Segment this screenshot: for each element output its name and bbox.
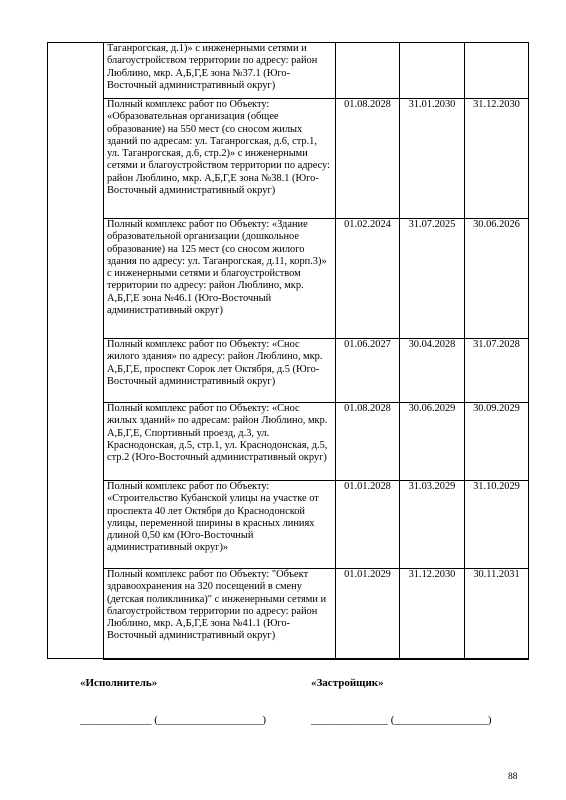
work-description: Полный комплекс работ по Объекту: «Снос жилых зданий» по адресам: район Люблино, мкр. А,Б,Г,Е, Спортивный проезд, д.3, ул. Краснодонская, д.5, стр.1, ул. Краснодонская, д.5, стр.2 (Юго-Восточный административный округ): [104, 403, 336, 481]
work-description: Полный комплекс работ по Объекту: «Здание образовательной организации (дошкольное образование) на 125 мест (со сносом жилого здания по адресу: ул. Таганрогская, д.11, корп.3)» с инженерными сетями и благоустройством территории по адресу: район Люблино, мкр. А,Б,Г,Е зона №46.1 (Юго-Восточный административный округ): [104, 219, 336, 339]
developer-signature-line: ______________ (_________________): [311, 714, 492, 726]
end-date: 31.03.2029: [400, 481, 465, 569]
commissioning-date: 31.10.2029: [465, 481, 529, 569]
work-description: Полный комплекс работ по Объекту: "Объект здравоохранения на 320 посещений в смену (детская поликлиника)" с инженерными сетями и благоустройством территории по адресу: район Люблино, мкр. А,Б,Г,Е зона №41.1 (Юго-Восточный административный округ): [104, 569, 336, 659]
work-description: Полный комплекс работ по Объекту: «Снос жилого здания» по адресу: район Люблино, мкр. А,Б,Г,Е, проспект Сорок лет Октября, д.5 (Юго-Восточный административный округ): [104, 339, 336, 403]
table-row: [48, 481, 529, 569]
start-date: 01.06.2027: [336, 339, 400, 403]
commissioning-date: 30.06.2026: [465, 219, 529, 339]
start-date: 01.08.2028: [336, 403, 400, 481]
table-row: [48, 99, 529, 219]
commissioning-date: 31.12.2030: [465, 99, 529, 219]
row-number-cell: [48, 43, 104, 659]
end-date: 31.07.2025: [400, 219, 465, 339]
start-date: [336, 43, 400, 99]
table-row: [48, 219, 529, 339]
start-date: 01.08.2028: [336, 99, 400, 219]
end-date: 30.04.2028: [400, 339, 465, 403]
start-date: 01.02.2024: [336, 219, 400, 339]
end-date: 31.12.2030: [400, 569, 465, 659]
developer-label: «Застройщик»: [311, 677, 384, 689]
work-description: Полный комплекс работ по Объекту: «Строительство Кубанской улицы на участке от проспекта 40 лет Октября до Краснодонской улицы, переменной ширины в красных линиях длиной 0,50 км (Юго-Восточный административный округ)»: [104, 481, 336, 569]
table-row: [48, 43, 529, 99]
commissioning-date: 31.07.2028: [465, 339, 529, 403]
contractor-label: «Исполнитель»: [80, 677, 158, 689]
commissioning-date: 30.09.2029: [465, 403, 529, 481]
contractor-signature-line: _____________ (___________________): [80, 714, 267, 726]
table-row: [48, 569, 529, 659]
end-date: [400, 43, 465, 99]
start-date: 01.01.2028: [336, 481, 400, 569]
end-date: 30.06.2029: [400, 403, 465, 481]
end-date: 31.01.2030: [400, 99, 465, 219]
table-row: [48, 339, 529, 403]
work-description: Полный комплекс работ по Объекту: «Образовательная организация (общее образование) на 550 мест (со сносом жилых зданий по адресам: ул. Таганрогская, д.6, стр.1, ул. Таганрогская, д.6, стр.2)» с инженерными сетями и благоустройством территории по адресу: район Люблино, мкр. А,Б,Г,Е зона №38.1 (Юго-Восточный административный округ): [104, 99, 336, 219]
page-number: 88: [508, 772, 518, 782]
table-row: [48, 403, 529, 481]
works-schedule-table: [47, 42, 529, 660]
commissioning-date: 30.11.2031: [465, 569, 529, 659]
start-date: 01.01.2029: [336, 569, 400, 659]
commissioning-date: [465, 43, 529, 99]
work-description: Таганрогская, д.1)» с инженерными сетями и благоустройством территории по адресу: район Люблино, мкр. А,Б,Г,Е зона №37.1 (Юго-Восточный административный округ): [104, 43, 336, 99]
